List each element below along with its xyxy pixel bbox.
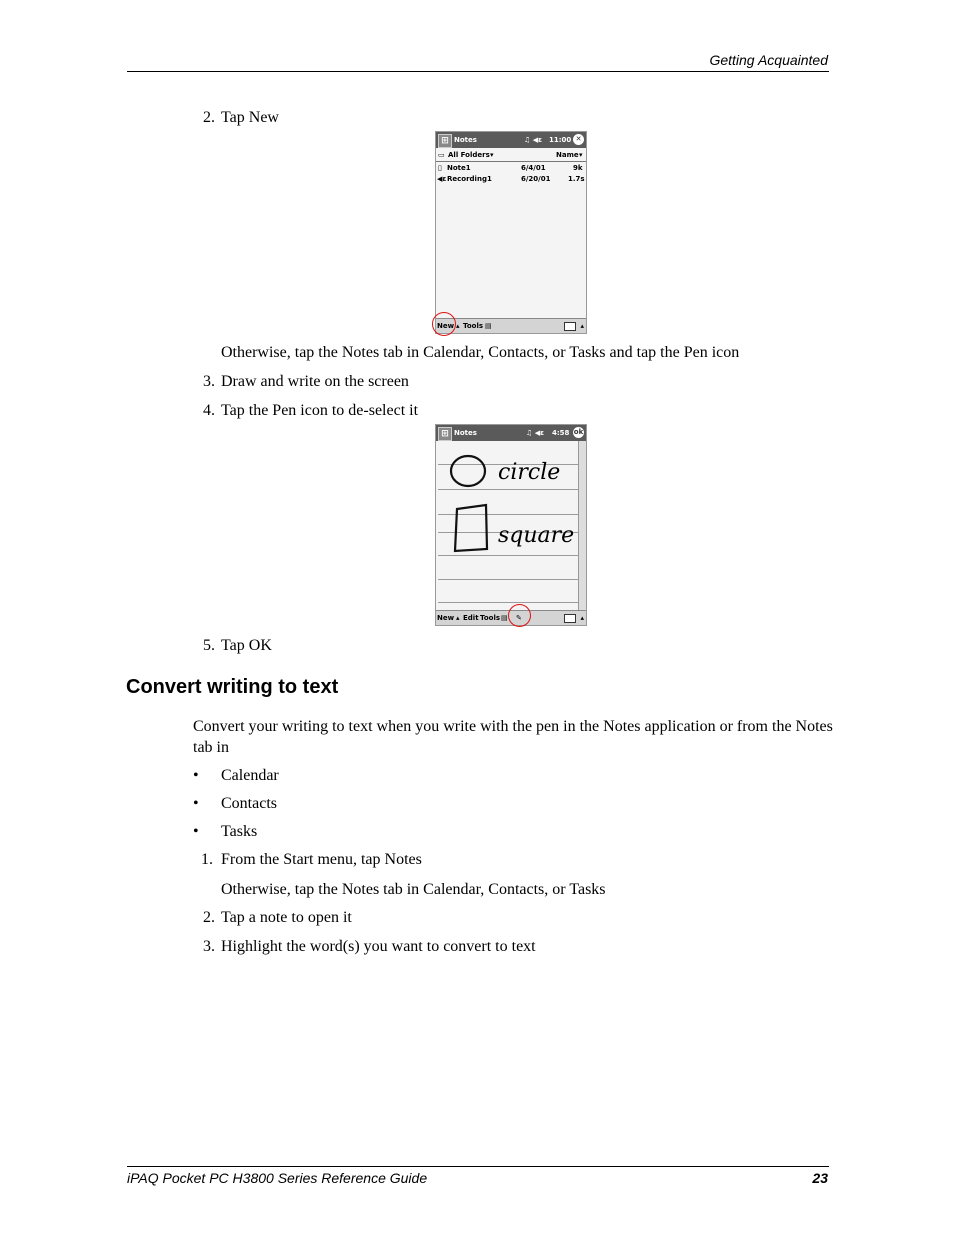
menu-bar <box>436 318 586 333</box>
tools-menu: Tools <box>480 614 501 622</box>
item-size: 1.7s <box>568 175 585 183</box>
section-heading: Convert writing to text <box>126 676 339 698</box>
chevron-up-icon: ▴ <box>580 322 584 330</box>
section-intro: Convert your writing to text when you write with the pen in the Notes application or from the Notes tab in <box>193 718 833 756</box>
start-menu-icon: ⊞ <box>438 427 452 441</box>
keyboard-icon <box>564 322 576 331</box>
note-ink-screenshot <box>435 424 587 626</box>
bullet-marker: • <box>193 795 199 812</box>
step-number: 3. <box>203 938 215 955</box>
list-item <box>436 174 586 185</box>
bullet-marker: • <box>193 767 199 784</box>
bullet-item: Contacts <box>221 795 277 812</box>
item-date: 6/20/01 <box>521 175 551 183</box>
note-icon: ▯ <box>438 164 442 172</box>
clock: 4:58 <box>552 429 570 437</box>
alt-instruction: Otherwise, tap the Notes tab in Calendar, Contacts, or Tasks and tap the Pen icon <box>221 344 740 361</box>
speaker-icon: ◀ε <box>437 175 447 183</box>
tools-menu: Tools <box>463 322 484 330</box>
ink-word: circle <box>498 460 561 485</box>
step-text: Tap the Pen icon to de-select it <box>221 402 419 419</box>
folder-icon: ▭ <box>438 151 445 159</box>
keyboard-icon <box>564 614 576 623</box>
step-number: 4. <box>203 402 215 419</box>
step-number: 2. <box>203 109 215 126</box>
ink-circle-shape <box>451 456 485 486</box>
step-text: From the Start menu, tap Notes <box>221 851 422 868</box>
speaker-icon: ♫ ◀ε <box>524 136 542 144</box>
step-number: 2. <box>203 909 215 926</box>
new-menu: New <box>437 322 455 330</box>
header-rule <box>127 71 829 72</box>
bullet-marker: • <box>193 823 199 840</box>
item-size: 9k <box>573 164 583 172</box>
step-number: 1. <box>201 851 213 868</box>
item-name: Recording1 <box>447 175 492 183</box>
app-title: Notes <box>454 429 477 437</box>
step-number: 5. <box>203 637 215 654</box>
chevron-down-icon: ▾ <box>490 151 494 159</box>
speaker-icon: ♫ ◀ε <box>526 429 544 437</box>
bullet-item: Tasks <box>221 823 258 840</box>
pen-highlight-circle <box>508 604 531 627</box>
step-text: Tap a note to open it <box>221 909 352 926</box>
step-number: 3. <box>203 373 215 390</box>
folder-bar <box>436 150 586 162</box>
step-text: Tap OK <box>221 637 272 654</box>
ink-square-shape <box>455 505 487 551</box>
chevron-down-icon: ▾ <box>579 151 583 159</box>
chevron-up-icon: ▴ <box>456 322 460 330</box>
step-text: Draw and write on the screen <box>221 373 409 390</box>
record-icon: ▤ <box>501 614 508 622</box>
ok-button: ok <box>573 428 584 436</box>
bullet-item: Calendar <box>221 767 279 784</box>
scrollbar <box>578 441 586 610</box>
chevron-up-icon: ▴ <box>456 614 460 622</box>
chevron-up-icon: ▴ <box>580 614 584 622</box>
item-name: Note1 <box>447 164 471 172</box>
new-menu: New <box>437 614 455 622</box>
running-header: Getting Acquainted <box>709 52 828 68</box>
record-icon: ▤ <box>485 322 492 330</box>
close-icon: ✕ <box>573 134 584 145</box>
start-menu-icon: ⊞ <box>438 134 452 148</box>
new-highlight-circle <box>432 312 456 336</box>
clock: 11:00 <box>549 136 572 144</box>
title-bar <box>436 132 586 148</box>
step-text: Highlight the word(s) you want to convert to text <box>221 938 536 955</box>
item-date: 6/4/01 <box>521 164 546 172</box>
app-title: Notes <box>454 136 477 144</box>
page-number: 23 <box>812 1170 828 1186</box>
alt-instruction: Otherwise, tap the Notes tab in Calendar, Contacts, or Tasks <box>221 881 606 898</box>
step-text: Tap New <box>221 109 279 126</box>
list-item <box>436 163 586 174</box>
ink-word: square <box>498 523 575 548</box>
notes-list-screenshot <box>435 131 587 334</box>
pen-icon: ✎ <box>516 614 522 622</box>
footer-rule <box>127 1166 829 1167</box>
footer-title: iPAQ Pocket PC H3800 Series Reference Guide <box>127 1170 428 1186</box>
sort-dropdown: Name <box>556 151 579 159</box>
folder-dropdown: All Folders <box>448 151 490 159</box>
edit-menu: Edit <box>463 614 479 622</box>
